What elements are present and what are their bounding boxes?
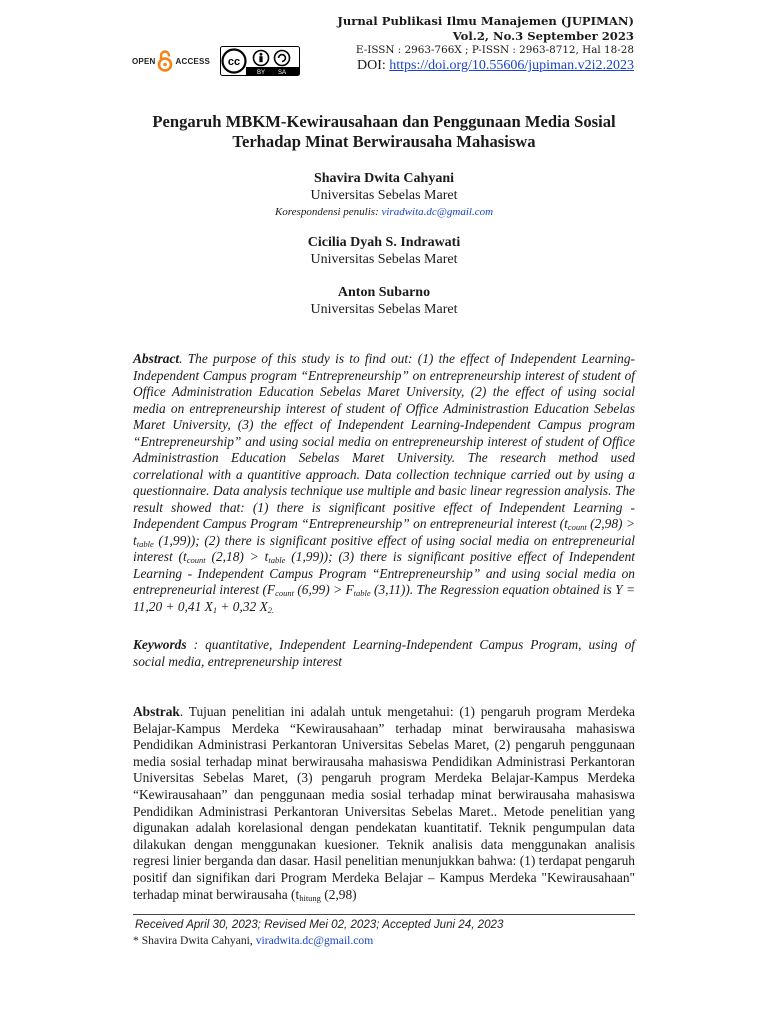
correspondence-email-link[interactable]: viradwita.dc@gmail.com <box>381 206 494 218</box>
abstract-text: + 0,32 X <box>217 598 268 614</box>
subscript: count <box>275 588 294 598</box>
author-name: Cicilia Dyah S. Indrawati <box>307 235 461 250</box>
doi-link[interactable]: https://doi.org/10.55606/jupiman.v2i2.2023 <box>389 57 634 73</box>
author-affiliation: Universitas Sebelas Maret <box>310 301 458 317</box>
subscript: 2. <box>267 604 275 615</box>
footer-divider <box>133 914 635 915</box>
svg-text:cc: cc <box>227 56 241 68</box>
open-access-text-right: ACCESS <box>175 56 211 66</box>
subscript: table <box>268 555 286 565</box>
abstract-text: (6,99) > F <box>293 582 354 597</box>
abstrak-text: . Tujuan penelitian ini adalah untuk mengetahui: (1) pengaruh program Merdeka Belajar-Kampus Merdeka “Kewirausahaan” terhadap minat berwirausaha mahasiswa Pendidikan Administrasi Perkantoran Universitas Sebelas Maret, (2) pengaruh penggunaan media sosial terhadap minat berwirausaha mahasiswa Pendidikan Administrasi Perkantoran Universitas Sebelas Maret, (3) pengaruh program Merdeka Belajar-Kampus Merdeka “Kewirausahaan” dan penggunaan media sosial terhadap minat berwirausaha mahasiswa Pendidikan Administrasi Perkantoran Universitas Sebelas Maret.. Metode penelitian yang digunakan adalah korelasional dengan pendekatan kuantitatif. Teknik pengumpulan data dilakukan dengan menggunakan kuesioner. Teknik analisis data menggunakan analisis regresi linier berganda dan dasar. Hasil penelitian menunjukkan bahwa: (1) terdapat pengaruh positif dan signifikan dari Program Merdeka Belajar – Kampus Merdeka "Kewirausahaan" terhadap minat berwirausaha (t <box>133 704 635 902</box>
abstract-text: (1,99)); (2) there is significant positive effect of using social media on entrepreneurial interest (t <box>133 532 635 564</box>
author-block-1 <box>0 171 768 221</box>
cc-by-label: BY <box>257 70 266 76</box>
subscript: 1 <box>212 604 218 615</box>
footnote-email-link[interactable]: viradwita.dc@gmail.com <box>255 934 374 947</box>
author-name: Shavira Dwita Cahyani <box>313 171 455 186</box>
open-access-text-left: OPEN <box>132 56 156 66</box>
journal-doi <box>337 59 634 74</box>
footnote-prefix: * Shavira Dwita Cahyani, <box>133 934 256 947</box>
license-logos <box>132 46 300 76</box>
open-access-lock-icon <box>157 50 173 72</box>
author-block-3 <box>0 285 768 318</box>
abstract-english <box>133 351 635 615</box>
abstract-text: (2,18) > t <box>205 549 269 564</box>
correspondence-label: Korespondensi penulis: <box>274 206 382 218</box>
author-affiliation: Universitas Sebelas Maret <box>310 251 458 267</box>
journal-name: Jurnal Publikasi Ilmu Manajemen (JUPIMAN) <box>337 14 634 28</box>
journal-info <box>337 14 634 73</box>
abstrak-text: (2,98) <box>320 886 357 902</box>
abstrak-heading: Abstrak <box>133 704 180 719</box>
abstract-indonesian <box>133 704 635 903</box>
received-dates: Received April 30, 2023; Revised Mei 02, 2023; Accepted Juni 24, 2023 <box>135 918 504 931</box>
author-block-2 <box>0 235 768 268</box>
subscript: count <box>186 555 206 565</box>
subscript: count <box>567 522 587 532</box>
paper-title-line-2: Terhadap Minat Berwirausaha Mahasiswa <box>232 132 536 151</box>
doi-label: DOI: <box>356 57 390 73</box>
author-affiliation: Universitas Sebelas Maret <box>310 187 458 203</box>
keywords-heading: Keywords <box>133 637 187 652</box>
author-footnote <box>133 934 373 947</box>
keywords-text: : quantitative, Independent Learning-Independent Campus Program, using of social media, entrepreneurship interest <box>133 637 635 669</box>
subscript: table <box>353 588 371 598</box>
author-name: Anton Subarno <box>337 285 431 300</box>
journal-issn: E-ISSN : 2963-766X ; P-ISSN : 2963-8712, Hal 18-28 <box>355 44 634 57</box>
journal-volume: Vol.2, No.3 September 2023 <box>452 28 634 43</box>
cc-by-sa-badge-icon <box>220 46 300 76</box>
correspondence-line <box>0 204 768 221</box>
abstract-text: (1,99)); (3) there is significant positive effect of Independent Learning - Independent Campus Program “Entrepreneurship” and using social media on entrepreneurial interest (F <box>133 549 635 597</box>
cc-sa-label: SA <box>278 70 287 76</box>
journal-header <box>0 14 768 94</box>
subscript: table <box>136 538 154 549</box>
abstract-text: (3,11)). The Regression equation obtained is Y = 11,20 + 0,41 X <box>133 582 635 614</box>
abstract-heading: Abstract <box>133 351 180 366</box>
keywords <box>133 637 635 670</box>
paper-title <box>0 112 768 152</box>
abstract-text: (2,98) > t <box>133 516 635 548</box>
abstract-text: . The purpose of this study is to find out: (1) the effect of Independent Learning-Independent Campus program “Entrepreneurship” on entrepreneurship interest of student of Office Administration Education Sebelas Maret University, (2) the effect of using social media on entrepreneurship interest of student of Office Administrastion Education Sebelas Maret University, (3) the effect of Independent Learning-Independent Campus program “Entrepreneurship” and using social media on entrepreneurship interest of student of Office Administrastion Education Sebelas Maret University. The research method used correlational with a quantitive approach. Data collection technique carried out by using a questionnaire. Data analysis technique use multiple and basic linear regression analysis. The result showed that: (1) there is significant positive effect of Independent Learning - Independent Campus Program “Entrepreneurship” on entrepreneurial interest (t <box>133 351 635 531</box>
subscript: hitung <box>299 892 321 903</box>
open-access-logo <box>132 50 210 72</box>
paper-title-line-1: Pengaruh MBKM-Kewirausahaan dan Penggunaan Media Sosial <box>152 112 616 131</box>
